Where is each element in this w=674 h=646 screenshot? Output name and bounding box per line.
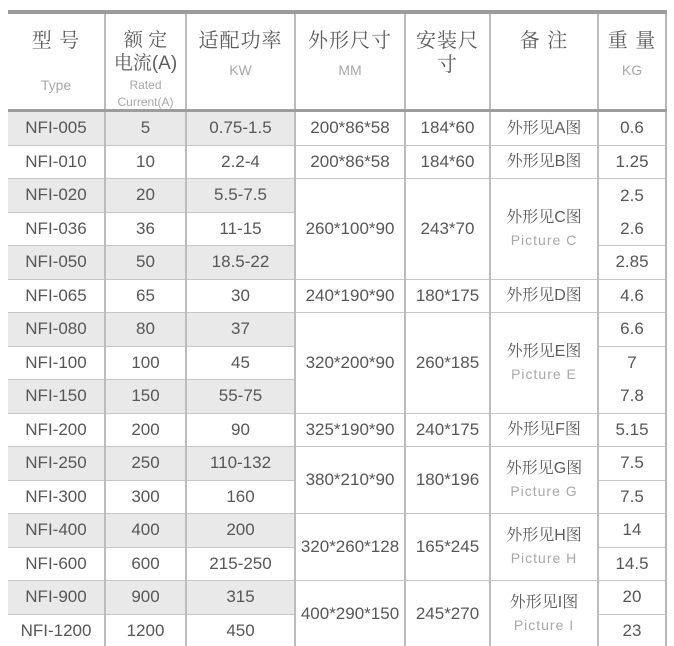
- cell-note-group-e: [490, 313, 598, 414]
- table-row-nfi-020: [8, 179, 666, 213]
- cell-note-group-c: [490, 179, 598, 280]
- table-header: [8, 12, 666, 111]
- cell-power: 2.2-4: [186, 145, 295, 179]
- cell-model: NFI-005: [8, 111, 105, 146]
- col-header-dimensions-en: MM: [338, 62, 362, 78]
- cell-current: 5: [105, 111, 186, 146]
- cell-weight: 2.5: [598, 179, 666, 213]
- cell-mounting: 184*60: [405, 111, 490, 146]
- table-row-nfi-200: [8, 413, 666, 447]
- cell-power: 110-132: [186, 447, 295, 481]
- cell-dimensions-group-g: 380*210*90: [295, 447, 405, 514]
- cell-current: 300: [105, 480, 186, 514]
- header-row: [8, 12, 666, 111]
- cell-model: NFI-300: [8, 480, 105, 514]
- col-header-current-zh: 额 定: [123, 30, 168, 51]
- cell-dimensions-group-c: 260*100*90: [295, 179, 405, 280]
- cell-weight: 6.6: [598, 313, 666, 347]
- cell-weight: 7.5: [598, 447, 666, 481]
- cell-power: 315: [186, 581, 295, 615]
- cell-model: NFI-065: [8, 279, 105, 313]
- col-header-weight: [598, 12, 666, 111]
- cell-mounting: 184*60: [405, 145, 490, 179]
- cell-model: NFI-600: [8, 547, 105, 581]
- cell-current: 20: [105, 179, 186, 213]
- note-zh: 外形见I图: [509, 594, 579, 611]
- cell-weight: 0.6: [598, 111, 666, 146]
- table-row-nfi-065: [8, 279, 666, 313]
- cell-current: 80: [105, 313, 186, 347]
- cell-mounting: 240*175: [405, 413, 490, 447]
- table-row-nfi-005: [8, 111, 666, 146]
- cell-power: 90: [186, 413, 295, 447]
- cell-power: 55-75: [186, 380, 295, 414]
- cell-power: 30: [186, 279, 295, 313]
- cell-current: 50: [105, 246, 186, 280]
- cell-power: 5.5-7.5: [186, 179, 295, 213]
- note-en: Picture G: [510, 483, 578, 499]
- cell-weight: 5.15: [598, 413, 666, 447]
- cell-weight: 7.5: [598, 480, 666, 514]
- cell-model: NFI-080: [8, 313, 105, 347]
- cell-current: 36: [105, 212, 186, 246]
- cell-current: 250: [105, 447, 186, 481]
- col-header-dimensions: [295, 12, 405, 111]
- col-header-mounting: [405, 12, 490, 111]
- col-header-current-zh2: 电流(A): [113, 53, 178, 74]
- note-zh: 外形见D图: [506, 287, 582, 305]
- cell-note: [490, 279, 598, 313]
- col-header-model-en: Type: [40, 77, 72, 93]
- cell-mounting-group-e: 260*185: [405, 313, 490, 414]
- cell-model: NFI-1200: [8, 614, 105, 646]
- cell-power: 160: [186, 480, 295, 514]
- cell-mounting-group-h: 165*245: [405, 514, 490, 581]
- cell-weight: 14.5: [598, 547, 666, 581]
- note-en: Picture I: [513, 617, 575, 633]
- note-zh: 外形见E图: [506, 342, 582, 360]
- cell-power: 18.5-22: [186, 246, 295, 280]
- col-header-mounting-zh: 安装尺寸: [416, 30, 479, 76]
- col-header-notes: [490, 12, 598, 111]
- col-header-model: [8, 12, 105, 111]
- cell-current: 200: [105, 413, 186, 447]
- cell-current: 65: [105, 279, 186, 313]
- cell-model: NFI-100: [8, 346, 105, 380]
- table-row-nfi-010: [8, 145, 666, 179]
- cell-power: 45: [186, 346, 295, 380]
- cell-dimensions: 200*86*58: [295, 111, 405, 146]
- note-en: Picture E: [511, 365, 577, 382]
- cell-current: 600: [105, 547, 186, 581]
- cell-model: NFI-020: [8, 179, 105, 213]
- cell-weight: 2.85: [598, 246, 666, 280]
- note-zh: 外形见B图: [506, 153, 582, 171]
- cell-mounting-group-c: 243*70: [405, 179, 490, 280]
- cell-power: 200: [186, 514, 295, 548]
- note-zh: 外形见H图: [506, 527, 582, 544]
- cell-dimensions: 240*190*90: [295, 279, 405, 313]
- cell-current: 10: [105, 145, 186, 179]
- col-header-weight-zh: 重 量: [607, 30, 657, 52]
- note-en: Picture C: [510, 231, 578, 248]
- cell-model: NFI-200: [8, 413, 105, 447]
- cell-mounting-group-g: 180*196: [405, 447, 490, 514]
- col-header-notes-zh: 备 注: [519, 30, 569, 52]
- cell-current: 1200: [105, 614, 186, 646]
- table-row-nfi-080: [8, 313, 666, 347]
- cell-model: NFI-036: [8, 212, 105, 246]
- cell-power: 450: [186, 614, 295, 646]
- note-zh: 外形见A图: [506, 119, 582, 137]
- cell-model: NFI-150: [8, 380, 105, 414]
- cell-weight: 2.6: [598, 212, 666, 246]
- col-header-dimensions-zh: 外形尺寸: [308, 30, 392, 52]
- col-header-power-zh: 适配功率: [198, 30, 283, 52]
- cell-note-group-i: [490, 581, 598, 646]
- cell-note-group-g: [490, 447, 598, 514]
- cell-model: NFI-250: [8, 447, 105, 481]
- cell-power: 215-250: [186, 547, 295, 581]
- table-body: [8, 111, 666, 646]
- cell-mounting-group-i: 245*270: [405, 581, 490, 646]
- cell-current: 100: [105, 346, 186, 380]
- cell-current: 900: [105, 581, 186, 615]
- cell-note: [490, 145, 598, 179]
- col-header-weight-en: KG: [621, 62, 643, 78]
- cell-model: NFI-900: [8, 581, 105, 615]
- cell-dimensions-group-h: 320*260*128: [295, 514, 405, 581]
- note-en: Picture H: [510, 550, 578, 566]
- cell-current: 400: [105, 514, 186, 548]
- cell-note: [490, 111, 598, 146]
- cell-weight: 23: [598, 614, 666, 646]
- table-row-nfi-900: [8, 581, 666, 615]
- cell-power: 11-15: [186, 212, 295, 246]
- cell-model: NFI-400: [8, 514, 105, 548]
- cell-dimensions: 200*86*58: [295, 145, 405, 179]
- cell-current: 150: [105, 380, 186, 414]
- col-header-current-en: Rated: [129, 78, 162, 92]
- cell-weight: 7: [598, 346, 666, 380]
- col-header-model-zh: 型 号: [31, 30, 81, 52]
- col-header-current-en2: Current(A): [117, 95, 174, 109]
- cell-weight: 14: [598, 514, 666, 548]
- col-header-current: [105, 12, 186, 111]
- note-zh: 外形见F图: [507, 421, 581, 439]
- table-row-nfi-400: [8, 514, 666, 548]
- cell-note-group-h: [490, 514, 598, 581]
- cell-dimensions: 325*190*90: [295, 413, 405, 447]
- cell-weight: 1.25: [598, 145, 666, 179]
- cell-weight: 7.8: [598, 380, 666, 414]
- cell-model: NFI-050: [8, 246, 105, 280]
- cell-note: [490, 413, 598, 447]
- cell-power: 0.75-1.5: [186, 111, 295, 146]
- col-header-power-en: KW: [229, 62, 252, 78]
- table-row-nfi-250: [8, 447, 666, 481]
- cell-power: 37: [186, 313, 295, 347]
- cell-model: NFI-010: [8, 145, 105, 179]
- cell-dimensions-group-i: 400*290*150: [295, 581, 405, 646]
- cell-mounting: 180*175: [405, 279, 490, 313]
- cell-dimensions-group-e: 320*200*90: [295, 313, 405, 414]
- spec-table: [8, 10, 667, 646]
- cell-weight: 4.6: [598, 279, 666, 313]
- note-zh: 外形见G图: [505, 460, 583, 477]
- cell-weight: 20: [598, 581, 666, 615]
- col-header-power: [186, 12, 295, 111]
- note-zh: 外形见C图: [506, 208, 582, 226]
